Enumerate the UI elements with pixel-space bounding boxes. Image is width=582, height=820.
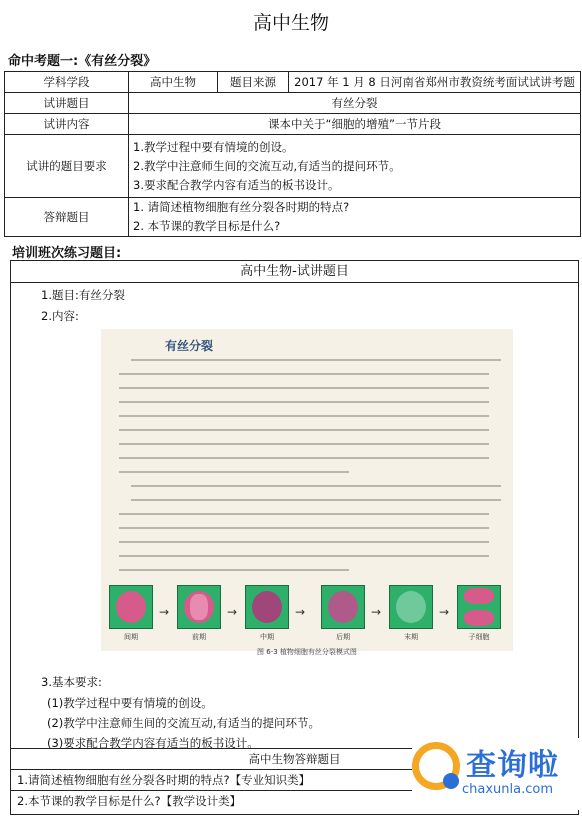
source-value: 2017 年 1 月 8 日河南省郑州市教资统考面试试讲考题 xyxy=(289,72,581,93)
cell-metaphase xyxy=(245,585,289,629)
requirement-item: 1.教学过程中要有情境的创设。 xyxy=(133,139,294,154)
arrow-icon: → xyxy=(371,605,382,619)
stage-label: 间期 xyxy=(124,633,138,641)
figure-caption: 图 6-3 植物细胞有丝分裂模式图 xyxy=(257,648,357,656)
basic-requirement-item: (1)教学过程中要有情境的创设。 xyxy=(47,696,213,710)
mitosis-diagram xyxy=(101,585,513,645)
cell-prophase xyxy=(177,585,221,629)
scan-text-line xyxy=(119,569,349,571)
table-row xyxy=(5,72,581,93)
scan-text-line xyxy=(131,359,501,361)
table-row xyxy=(5,135,581,198)
scan-text-line xyxy=(119,513,489,515)
scan-text-line xyxy=(119,471,349,473)
item-content: 2.内容: xyxy=(41,309,79,323)
table-row xyxy=(5,198,581,237)
content-label: 试讲内容 xyxy=(5,114,129,135)
magnifier-icon xyxy=(412,742,460,790)
scan-text-line xyxy=(119,401,489,403)
watermark-logo xyxy=(412,738,580,810)
scan-heading: 有丝分裂 xyxy=(165,339,214,353)
subject-label: 学科学段 xyxy=(5,72,129,93)
source-label: 题目来源 xyxy=(218,72,289,93)
cell-telophase xyxy=(389,585,433,629)
exam-info-table xyxy=(4,71,581,237)
stage-label: 末期 xyxy=(404,633,418,641)
requirements-label: 试讲的题目要求 xyxy=(5,135,129,198)
answer-list xyxy=(129,198,581,237)
practice-box-title: 高中生物-试讲题目 xyxy=(11,261,578,283)
stage-label: 前期 xyxy=(192,633,206,641)
table-row xyxy=(5,114,581,135)
defense-item: 2.本节课的教学目标是什么?【教学设计类】 xyxy=(17,794,242,808)
scan-text-line xyxy=(119,387,489,389)
page-title: 高中生物 xyxy=(252,12,329,34)
arrow-icon: → xyxy=(439,605,450,619)
arrow-icon: → xyxy=(227,605,238,619)
scan-text-line xyxy=(131,485,501,487)
stage-label: 中期 xyxy=(260,633,274,641)
basic-requirement-item: (3)要求配合教学内容有适当的板书设计。 xyxy=(47,736,259,750)
watermark-text: 查询啦 xyxy=(466,748,559,783)
section2-title: 培训班次练习题目: xyxy=(12,246,122,261)
arrow-icon: → xyxy=(159,605,170,619)
scan-text-line xyxy=(119,443,489,445)
scan-text-line xyxy=(119,415,489,417)
topic-value: 有丝分裂 xyxy=(129,93,581,114)
stage-label: 子细胞 xyxy=(468,633,490,641)
arrow-icon: → xyxy=(295,605,306,619)
cell-anaphase xyxy=(321,585,365,629)
practice-box xyxy=(10,260,579,815)
section1-title: 命中考题一:《有丝分裂》 xyxy=(8,54,157,69)
defense-title: 高中生物答辩题目 xyxy=(11,749,578,770)
item-topic: 1.题目:有丝分裂 xyxy=(41,288,125,302)
answer-item: 1. 请简述植物细胞有丝分裂各时期的特点? xyxy=(133,200,350,214)
scan-text-line xyxy=(119,527,489,529)
textbook-scan-image xyxy=(101,329,513,656)
cell-daughter xyxy=(457,585,501,629)
scan-text-line xyxy=(131,499,501,501)
table-row xyxy=(5,93,581,114)
requirement-item: 3.要求配合教学内容有适当的板书设计。 xyxy=(133,177,340,192)
answer-item: 2. 本节课的教学目标是什么? xyxy=(133,219,281,233)
scan-text-line xyxy=(119,541,489,543)
watermark-url: chaxunla.com xyxy=(462,782,553,797)
basic-requirements-title: 3.基本要求: xyxy=(41,675,102,689)
subject-value: 高中生物 xyxy=(129,72,218,93)
scan-text-line xyxy=(119,555,489,557)
defense-item: 1.请简述植物细胞有丝分裂各时期的特点?【专业知识类】 xyxy=(11,770,578,791)
scan-text-line xyxy=(119,429,489,431)
scan-text-line xyxy=(119,457,489,459)
requirements-list xyxy=(129,135,581,198)
basic-requirement-item: (2)教学中注意师生间的交流互动,有适当的提问环节。 xyxy=(47,716,320,730)
scan-text-line xyxy=(119,373,489,375)
requirement-item: 2.教学中注意师生间的交流互动,有适当的提问环节。 xyxy=(133,158,401,173)
cell-interphase xyxy=(109,585,153,629)
answer-label: 答辩题目 xyxy=(5,198,129,237)
topic-label: 试讲题目 xyxy=(5,93,129,114)
stage-label: 后期 xyxy=(336,633,350,641)
content-value: 课本中关于“细胞的增殖”一节片段 xyxy=(129,114,581,135)
